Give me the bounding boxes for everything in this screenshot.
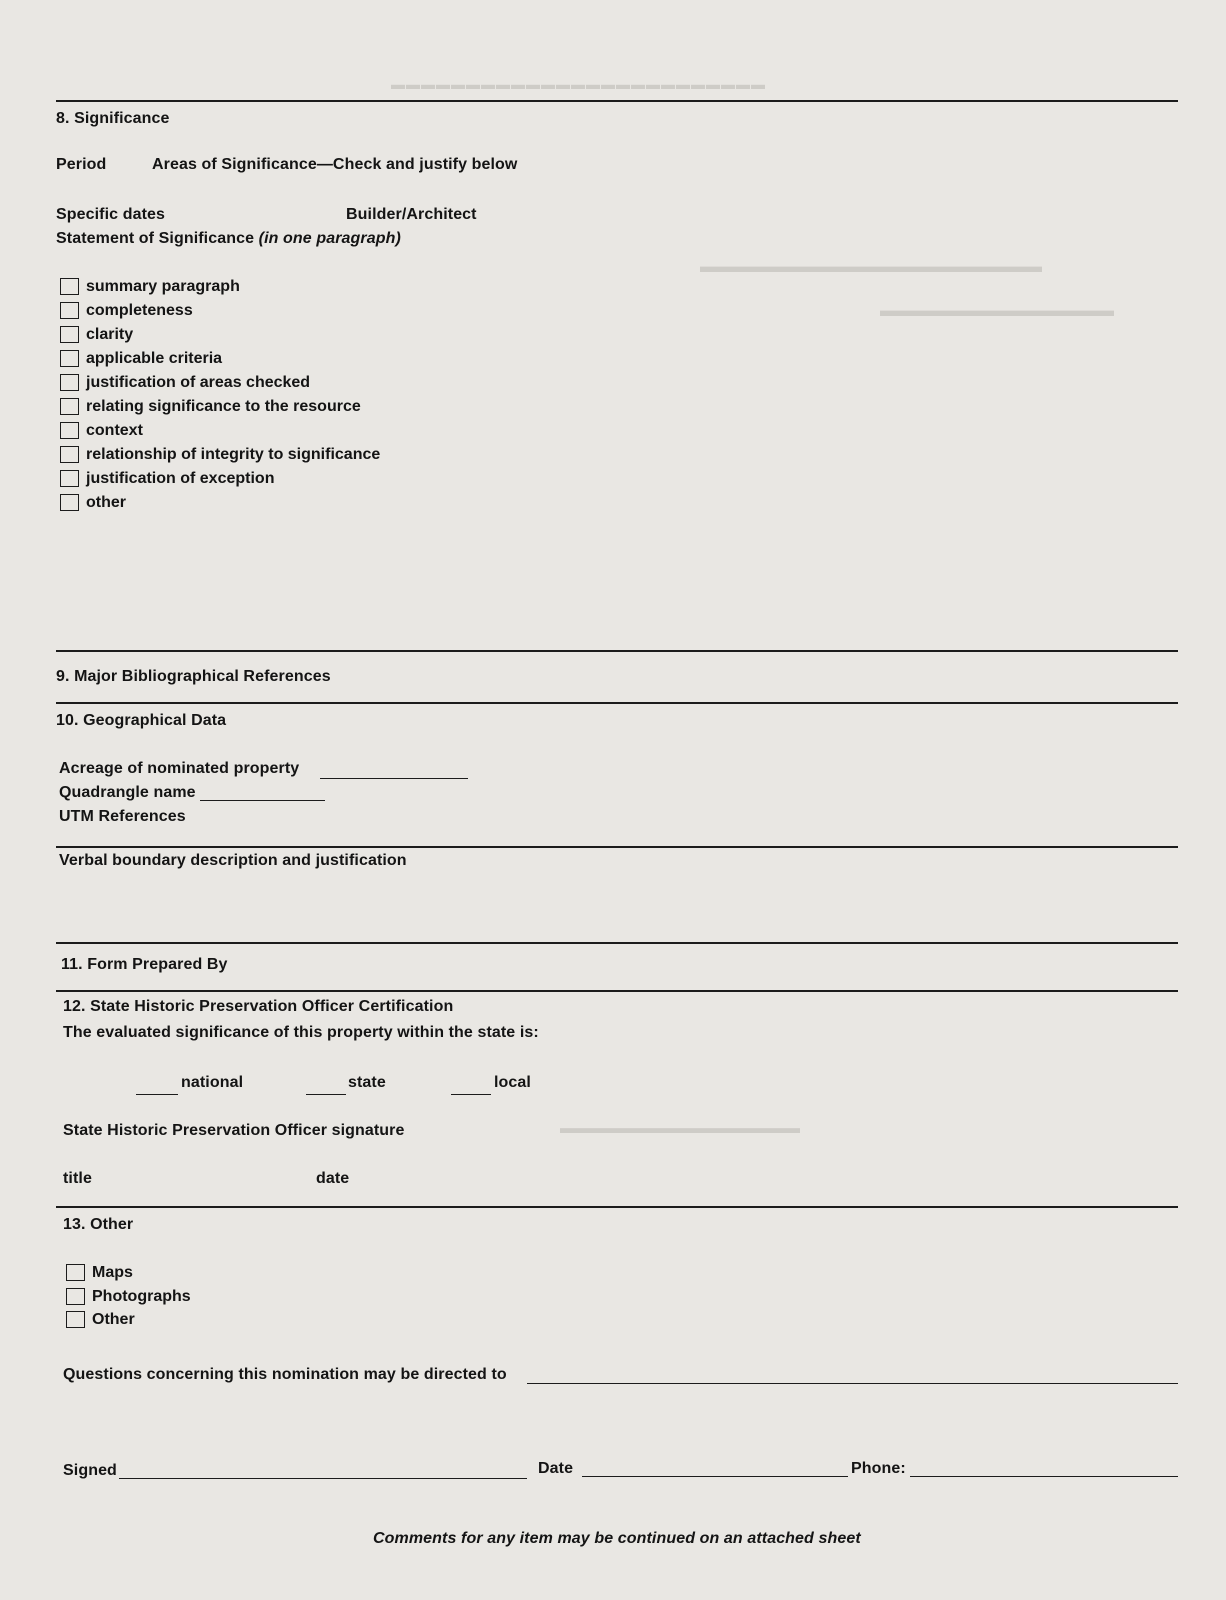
section-9-heading: 9. Major Bibliographical References xyxy=(56,668,331,685)
level-state-label: state xyxy=(348,1074,386,1091)
other-item-label: Maps xyxy=(92,1264,133,1281)
section-divider xyxy=(56,100,1178,102)
checklist-item-label: justification of exception xyxy=(86,470,275,487)
section-divider xyxy=(56,942,1178,944)
section-10-heading: 10. Geographical Data xyxy=(56,712,227,729)
questions-label: Questions concerning this nomination may be directed to xyxy=(63,1366,507,1383)
other-item-label: Photographs xyxy=(92,1288,191,1305)
acreage-label: Acreage of nominated property xyxy=(59,760,300,777)
national-blank[interactable] xyxy=(136,1094,178,1095)
checklist-item-label: justification of areas checked xyxy=(86,374,311,391)
period-label: Period xyxy=(56,156,107,173)
checkbox-applicable-criteria[interactable] xyxy=(60,350,79,367)
areas-of-significance-label: Areas of Significance—Check and justify below xyxy=(152,156,518,173)
shpo-signature-label: State Historic Preservation Officer signature xyxy=(63,1122,405,1139)
checkbox-completeness[interactable] xyxy=(60,302,79,319)
title-label: title xyxy=(63,1170,92,1187)
quadrangle-field[interactable] xyxy=(200,800,325,801)
footer-note: Comments for any item may be continued on an attached sheet xyxy=(373,1530,861,1547)
state-blank[interactable] xyxy=(306,1094,346,1095)
checklist-item-label: clarity xyxy=(86,326,134,343)
checkbox-other[interactable] xyxy=(60,494,79,511)
checklist-item-label: summary paragraph xyxy=(86,278,240,295)
section-11-heading: 11. Form Prepared By xyxy=(61,956,228,973)
statement-note: (in one paragraph) xyxy=(258,230,401,247)
quadrangle-label: Quadrangle name xyxy=(59,784,196,801)
checklist-item-label: applicable criteria xyxy=(86,350,223,367)
level-local-label: local xyxy=(494,1074,531,1091)
signed-label: Signed xyxy=(63,1462,117,1479)
questions-field[interactable] xyxy=(527,1383,1178,1384)
checkbox-relating-significance[interactable] xyxy=(60,398,79,415)
checklist-item-label: relationship of integrity to significance xyxy=(86,446,381,463)
section-divider xyxy=(56,990,1178,992)
checklist-item-label: relating significance to the resource xyxy=(86,398,361,415)
checkbox-maps[interactable] xyxy=(66,1264,85,1281)
checkbox-clarity[interactable] xyxy=(60,326,79,343)
certification-date-label: date xyxy=(316,1170,350,1187)
builder-architect-label: Builder/Architect xyxy=(346,206,477,223)
bleed-through-texture: ▬▬▬▬▬▬▬▬▬▬▬▬▬▬▬▬▬▬▬▬▬▬▬▬▬ xyxy=(390,78,765,93)
acreage-field[interactable] xyxy=(320,778,468,779)
evaluated-significance-text: The evaluated significance of this property within the state is: xyxy=(63,1024,539,1041)
section-12-heading: 12. State Historic Preservation Officer Certification xyxy=(63,998,454,1015)
local-blank[interactable] xyxy=(451,1094,491,1095)
verbal-boundary-label: Verbal boundary description and justification xyxy=(59,852,407,869)
other-item-label: Other xyxy=(92,1311,135,1328)
date-label: Date xyxy=(538,1460,574,1477)
bleed-through-texture: ▬▬▬▬▬▬▬▬▬▬▬▬▬ xyxy=(880,300,1114,320)
statement-label-text: Statement of Significance xyxy=(56,230,255,247)
checkbox-relationship-of-integrity[interactable] xyxy=(60,446,79,463)
phone-field[interactable] xyxy=(910,1476,1178,1477)
utm-references-label: UTM References xyxy=(59,808,186,825)
level-national-label: national xyxy=(181,1074,244,1091)
checklist-item-label: completeness xyxy=(86,302,193,319)
bleed-through-texture: ▬▬▬▬▬▬▬▬▬▬▬▬▬▬▬▬▬▬▬ xyxy=(700,256,1042,276)
signed-field[interactable] xyxy=(119,1478,527,1479)
phone-label: Phone: xyxy=(851,1460,906,1477)
checkbox-photographs[interactable] xyxy=(66,1288,85,1305)
checkbox-context[interactable] xyxy=(60,422,79,439)
date-field[interactable] xyxy=(582,1476,848,1477)
section-divider xyxy=(56,1206,1178,1208)
checkbox-justification-of-areas[interactable] xyxy=(60,374,79,391)
statement-of-significance-label xyxy=(56,230,401,248)
checkbox-justification-of-exception[interactable] xyxy=(60,470,79,487)
specific-dates-label: Specific dates xyxy=(56,206,166,223)
section-8-heading: 8. Significance xyxy=(56,110,170,127)
checklist-item-label: context xyxy=(86,422,143,439)
section-divider xyxy=(56,650,1178,652)
section-divider xyxy=(56,702,1178,704)
bleed-through-texture: ▬▬▬▬▬▬▬▬▬▬▬▬▬▬▬ xyxy=(560,1120,800,1137)
checklist-item-label: other xyxy=(86,494,126,511)
section-13-heading: 13. Other xyxy=(63,1216,134,1233)
checkbox-summary-paragraph[interactable] xyxy=(60,278,79,295)
section-divider xyxy=(56,846,1178,848)
checkbox-other-materials[interactable] xyxy=(66,1311,85,1328)
